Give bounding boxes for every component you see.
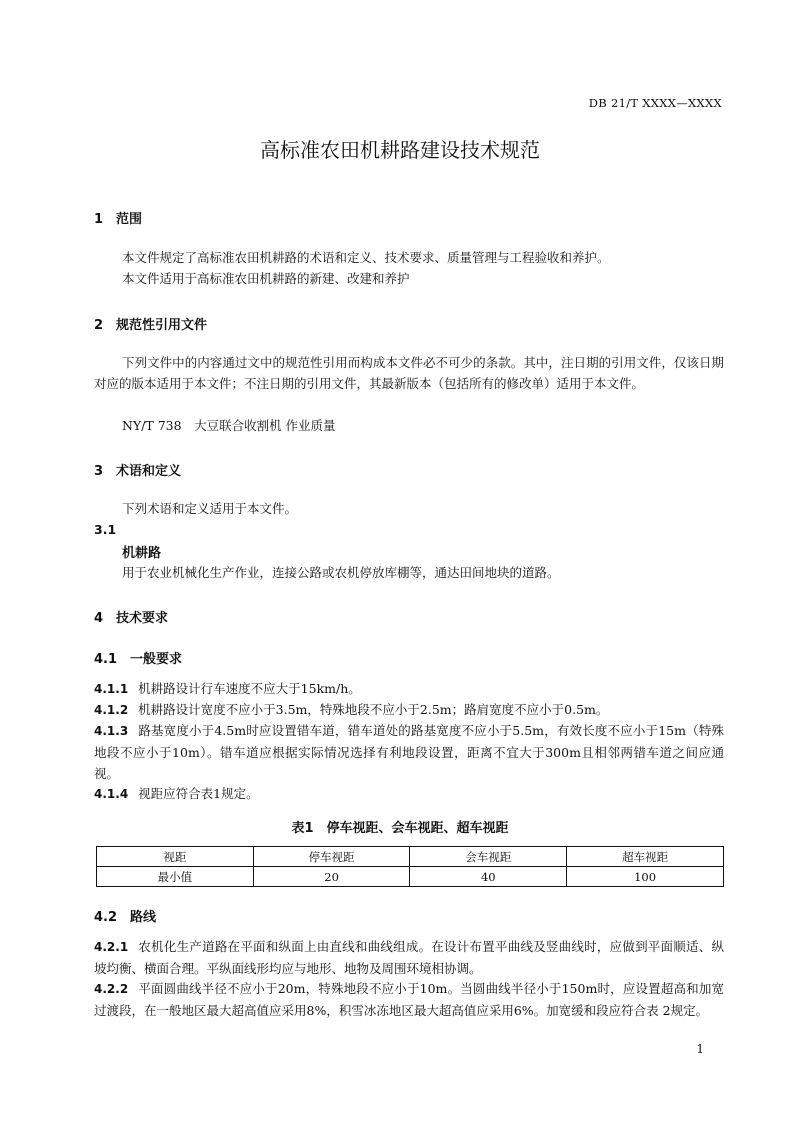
clause-4-1-2 [94, 699, 724, 721]
subsection-title: 一般要求 [130, 652, 183, 667]
page-number: 1 [696, 1042, 704, 1056]
clause-4-2-1 [94, 936, 724, 979]
term-number: 3.1 [94, 522, 117, 537]
clause-4-1-4 [94, 783, 724, 805]
clause-text: 路基宽度小于4.5m时应设置错车道，错车道处的路基宽度不应小于5.5m，有效长度不应小于15m（特殊地段不应小于10m）。错车道应根据实际情况选择有利地段设置，距离不宜大于300m且相邻两错车道之间应通视。 [94, 723, 724, 781]
clause-number: 4.2.2 [94, 982, 129, 996]
section-title: 规范性引用文件 [116, 318, 208, 333]
clause-text: 视距应符合表1规定。 [138, 786, 259, 801]
section-number: 2 [94, 318, 104, 333]
clause-text: 机耕路设计宽度不应小于3.5m，特殊地段不应小于2.5m；路肩宽度不应小于0.5m。 [138, 702, 609, 717]
clause-4-1-1 [94, 678, 724, 700]
document-number: DB 21/T XXXX—XXXX [588, 96, 722, 110]
section-title: 术语和定义 [116, 464, 182, 479]
section-1-paragraph-2: 本文件适用于高标准农田机耕路的新建、改建和养护 [122, 271, 410, 286]
clause-4-1-3 [94, 720, 724, 784]
clause-number: 4.1.4 [94, 787, 129, 801]
normative-reference: NY/T 738 大豆联合收割机 作业质量 [122, 418, 336, 433]
subsection-number: 4.2 [94, 910, 118, 925]
clause-number: 4.1.3 [94, 724, 129, 738]
section-title: 技术要求 [116, 611, 169, 626]
subsection-4-2-heading [94, 906, 156, 925]
table-header-cell: 超车视距 [567, 847, 724, 867]
clause-text: 机耕路设计行车速度不应大于15km/h。 [138, 681, 361, 696]
table-cell: 100 [567, 867, 724, 887]
clause-number: 4.1.2 [94, 703, 129, 717]
section-2-heading [94, 314, 207, 333]
subsection-4-1-heading [94, 648, 182, 667]
sight-distance-table [96, 846, 724, 887]
section-number: 3 [94, 464, 104, 479]
clause-text: 农机化生产道路在平面和纵面上由直线和曲线组成。在设计布置平曲线及竖曲线时，应做到平面顺适、纵坡均衡、横面合理。平纵面线形均应与地形、地物及周围环境相协调。 [94, 939, 724, 976]
subsection-title: 路线 [130, 910, 157, 925]
table-caption: 表1 停车视距、会车视距、超车视距 [291, 821, 509, 836]
page-title: 高标准农田机耕路建设技术规范 [260, 138, 540, 162]
section-4-heading [94, 607, 168, 626]
term-name: 机耕路 [122, 546, 162, 561]
section-title: 范围 [116, 212, 143, 227]
section-1-paragraph-1: 本文件规定了高标准农田机耕路的术语和定义、技术要求、质量管理与工程验收和养护。 [122, 250, 610, 265]
section-3-heading [94, 460, 181, 479]
table-header-cell: 停车视距 [253, 847, 410, 867]
clause-text: 平面圆曲线半径不应小于20m，特殊地段不应小于10m。当圆曲线半径小于150m时，应设置超高和加宽过渡段，在一般地区最大超高值应采用8%，积雪冰冻地区最大超高值应采用6%。加宽缓和段应符合表 2规定。 [94, 981, 724, 1018]
table-header-row [97, 847, 724, 867]
section-2-paragraph-1: 下列文件中的内容通过文中的规范性引用而构成本文件必不可少的条款。其中，注日期的引用文件，仅该日期对应的版本适用于本文件；不注日期的引用文件，其最新版本（包括所有的修改单）适用于本文件。 [94, 355, 724, 391]
table-cell: 20 [253, 867, 410, 887]
section-number: 1 [94, 212, 104, 227]
section-3-paragraph-1: 下列术语和定义适用于本文件。 [122, 501, 298, 516]
table-cell: 最小值 [97, 867, 254, 887]
section-1-heading [94, 208, 142, 227]
subsection-number: 4.1 [94, 652, 118, 667]
clause-number: 4.2.1 [94, 940, 129, 954]
table-cell: 40 [410, 867, 567, 887]
clause-number: 4.1.1 [94, 682, 129, 696]
table-row [97, 867, 724, 887]
clause-4-2-2 [94, 978, 724, 1021]
table-header-cell: 视距 [97, 847, 254, 867]
section-number: 4 [94, 611, 104, 626]
term-definition: 用于农业机械化生产作业，连接公路或农机停放库棚等，通达田间地块的道路。 [122, 565, 560, 580]
table-header-cell: 会车视距 [410, 847, 567, 867]
